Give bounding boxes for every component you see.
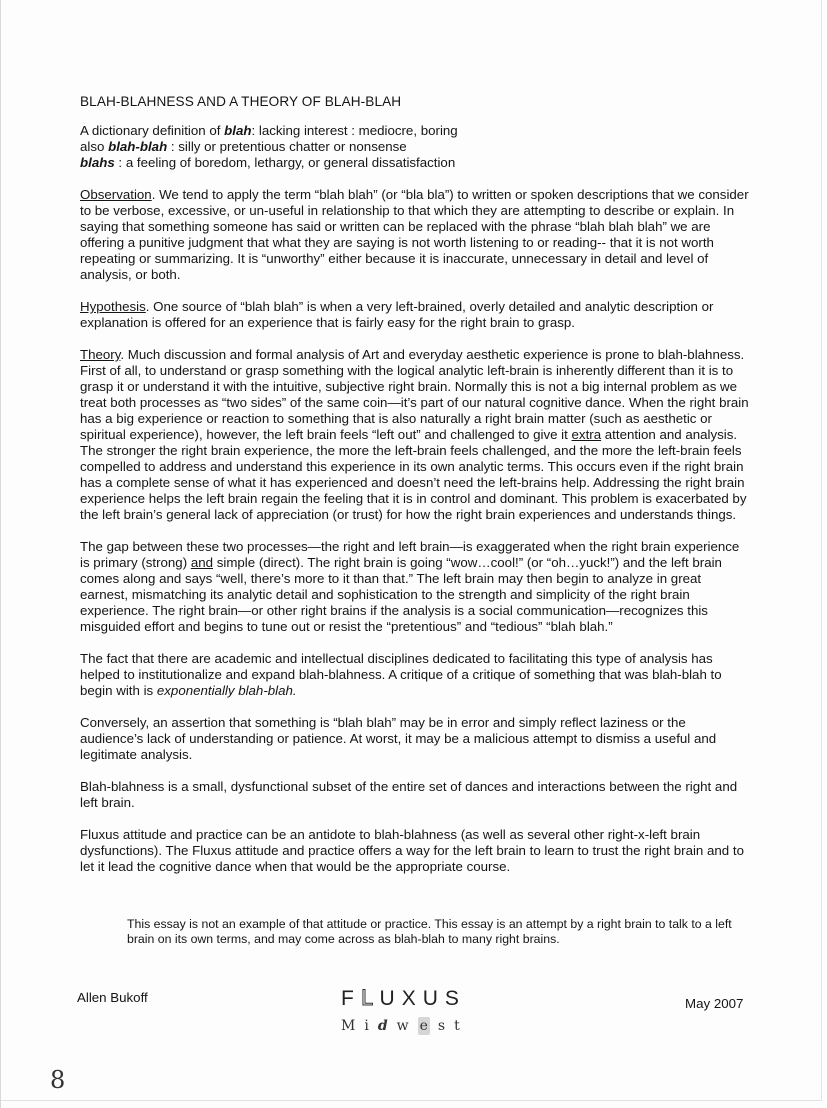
essay-title: BLAH-BLAHNESS AND A THEORY OF BLAH-BLAH (80, 94, 402, 109)
gap-paragraph: The gap between these two processes—the right and left brain—is exaggerated when the right brain experience is primary (strong) and simple (direct). The right brain is going “wow…cool!” (or “oh…yuck!”) and the left brain comes along and says “well, there’s more to it than that.” The left brain may then begin to analyze in great earnest, mismatching its analytic detail and sophistication to the strength and simplicity of the right brain experience. The right brain—or other right brains if the analysis is a social communication—recognizes this misguided effort and begins to tune out or resist the “pretentious” and “tedious” “blah blah.” (80, 539, 740, 634)
conversely-paragraph: Conversely, an assertion that something is “blah blah” may be in error and simply reflect laziness or the audience’s lack of understanding or patience. At worst, it may be a malicious attempt to dismiss a useful and legitimate analysis. (80, 715, 717, 762)
term-blah-blah: blah-blah (108, 139, 168, 154)
author-name: Allen Bukoff (77, 990, 148, 1005)
subset-paragraph: Blah-blahness is a small, dysfunctional subset of the entire set of dances and interactions between the right and left brain. (80, 779, 738, 810)
definition-blahs: blahs : a feeling of boredom, lethargy, or general dissatisfaction (80, 155, 456, 170)
emphasis-extra: extra (571, 427, 602, 442)
term-blahs: blahs (80, 155, 115, 170)
hypothesis-heading: Hypothesis (80, 299, 146, 314)
essay-date: May 2007 (685, 996, 744, 1011)
theory-heading: Theory (80, 347, 121, 362)
institutional-paragraph: The fact that there are academic and intellectual disciplines dedicated to facilitating this type of analysis has helped to institutionalize and expand blah-blahness. A critique of a critique of something that was blah-blah to begin with is exponentially blah-blah. (80, 651, 722, 698)
dictionary-definitions (80, 123, 752, 171)
definition-blah: A dictionary definition of blah: lacking interest : mediocre, boring (80, 123, 458, 138)
handwritten-page-number: 8 (50, 1066, 66, 1094)
observation-paragraph: Observation. We tend to apply the term “blah blah” (or “bla bla”) to written or spoken descriptions that we consider to be verbose, excessive, or un-useful in relationship to that which they are attempting to describe or explain. In saying that something someone has said or written can be replaced with the phrase “blah blah blah” we are offering a punitive judgment that what they are saying is not worth listening to or reading-- that it is not worth repeating or summarizing. It is “unworthy” either because it is inaccurate, unnecessary in detail and level of analysis, or both. (80, 187, 749, 282)
theory-paragraph: Theory. Much discussion and formal analysis of Art and everyday aesthetic experience is prone to blah-blahness. First of all, to understand or grasp something with the logical analytic left-brain is inherently different than it is to grasp it or understand it with the intuitive, subjective right brain. Normally this is not a big internal problem as we treat both processes as “two sides” of the same coin—it’s part of our natural cognitive dance. When the right brain has a big experience or reaction to something that is also naturally a right brain matter (such as aesthetic or spiritual experience), however, the left brain feels “left out” and challenged to give it extra attention and analysis. The stronger the right brain experience, the more the left-brain feels challenged, and the more the left-brain feels compelled to address and understand this experience in its own analytic terms. This occurs even if the right brain has a complete sense of what it has experienced and doesn’t need the left-brains help. Addressing the right brain experience helps the left brain regain the feeling that it is in control and dominant. This problem is exacerbated by the left brain’s general lack of appreciation (or trust) for how the right brain experiences and understands things. (80, 347, 749, 522)
logo-midwest-wordmark: Midw e st (341, 1018, 469, 1034)
fluxus-midwest-logo (341, 986, 481, 1035)
term-blah: blah (224, 123, 252, 138)
definition-blah-blah: also blah-blah : silly or pretentious chatter or nonsense (80, 139, 407, 154)
logo-fluxus-wordmark: FLUXUS (341, 986, 466, 1010)
hypothesis-paragraph: Hypothesis. One source of “blah blah” is when a very left-brained, overly detailed and analytic description or explanation is offered for an experience that is fairly easy for the right brain to grasp. (80, 299, 714, 330)
observation-heading: Observation (80, 187, 152, 202)
fluxus-paragraph: Fluxus attitude and practice can be an antidote to blah-blahness (as well as several other right-x-left brain dysfunctions). The Fluxus attitude and practice offers a way for the left brain to learn to trust the right brain and to let it lead the cognitive dance when that would be the appropriate course. (80, 827, 744, 874)
emphasis-and: and (190, 555, 214, 570)
emphasis-exponentially: exponentially blah-blah. (156, 683, 297, 698)
essay-note: This essay is not an example of that attitude or practice. This essay is an attempt by a right brain to talk to a left brain on its own terms, and may come across as blah-blah to many right brains. (127, 917, 732, 946)
essay-body (80, 94, 752, 891)
